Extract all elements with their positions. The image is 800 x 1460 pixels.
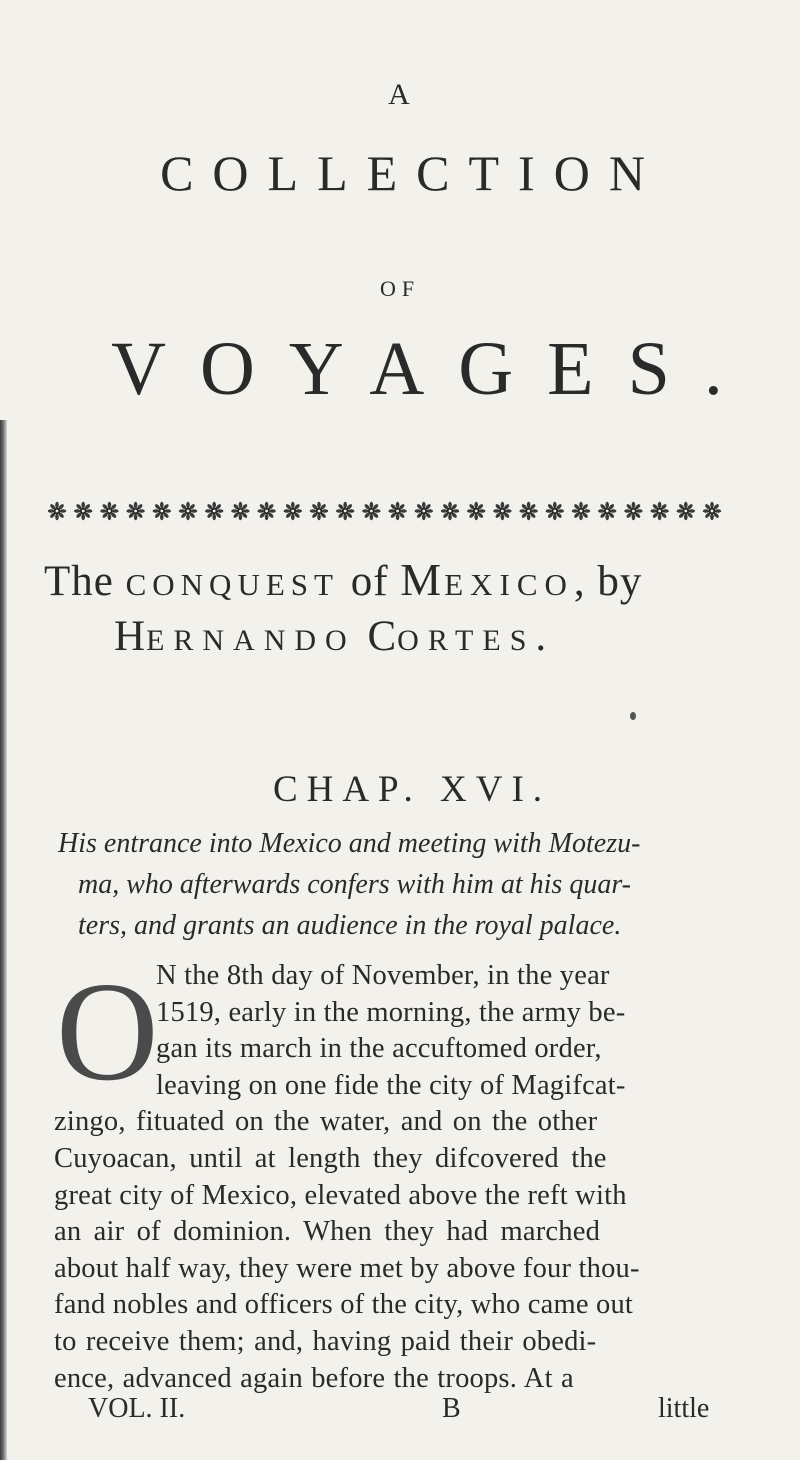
- subtitle-line-2: [114, 612, 547, 661]
- ink-dot: [630, 712, 636, 720]
- ornament-flower-icon: [205, 502, 223, 520]
- subtitle-h: H: [114, 613, 147, 660]
- subtitle-of: of: [338, 558, 401, 605]
- ornament-flower-icon: [467, 502, 485, 520]
- ornament-flower-icon: [153, 502, 171, 520]
- body-line: leaving on one fide the city of Magifcat-: [156, 1069, 626, 1101]
- ornament-flower-icon: [493, 502, 511, 520]
- floral-ornament-icon: [44, 494, 756, 528]
- ornament-flower-icon: [677, 502, 695, 520]
- page-binding-edge: [0, 420, 7, 1460]
- body-line: an air of dominion. When they had marched: [54, 1216, 601, 1248]
- subtitle-by: , by: [573, 558, 643, 605]
- ornament-flower-icon: [624, 502, 642, 520]
- subtitle-c: C: [355, 613, 398, 660]
- ornament-flower-icon: [441, 502, 459, 520]
- body-line: to receive them; and, having paid their obedi-: [54, 1326, 597, 1357]
- ornament-flower-icon: [74, 502, 92, 520]
- body-line: gan its march in the accuftomed order,: [156, 1033, 602, 1065]
- ornament-flower-icon: [362, 502, 380, 520]
- ornament-flower-icon: [126, 502, 144, 520]
- body-line: zingo, fituated on the water, and on the other: [54, 1106, 598, 1138]
- subtitle-the: The: [44, 558, 126, 605]
- chapter-summary-line: ters, and grants an audience in the royal palace.: [78, 910, 622, 941]
- body-line: 1519, early in the morning, the army be-: [156, 996, 626, 1028]
- subtitle-ernando: ERNANDO: [146, 624, 356, 657]
- ornament-flower-icon: [284, 502, 302, 520]
- ornament-flower-icon: [703, 502, 721, 520]
- ornament-flower-icon: [388, 502, 406, 520]
- subtitle-ortes: ORTES: [397, 624, 536, 657]
- ornament-flower-icon: [519, 502, 537, 520]
- title-article: A: [388, 78, 412, 111]
- ornament-flower-icon: [546, 502, 564, 520]
- body-line: Cuyoacan, until at length they difcovered the: [54, 1143, 607, 1174]
- subtitle-period: .: [535, 613, 548, 660]
- ornament-flower-icon: [48, 502, 66, 520]
- ornament-flower-icon: [310, 502, 328, 520]
- ornament-flower-icon: [100, 502, 118, 520]
- body-line: about half way, they were met by above four thou-: [54, 1252, 640, 1284]
- body-line: fand nobles and officers of the city, who came out: [54, 1289, 634, 1321]
- drop-cap: O: [56, 952, 159, 1110]
- ornament-flower-icon: [572, 502, 590, 520]
- chapter-heading: CHAP. XVI.: [272, 769, 552, 810]
- footer-volume: VOL. II.: [88, 1393, 186, 1424]
- ornament-flower-icon: [598, 502, 616, 520]
- chapter-summary-line: ma, who afterwards confers with him at his quar-: [78, 869, 631, 900]
- footer-catchword: little: [658, 1393, 710, 1424]
- body-line: ence, advanced again before the troops. At a: [54, 1362, 574, 1394]
- ornament-flower-icon: [336, 502, 354, 520]
- body-line: great city of Mexico, elevated above the reft with: [54, 1179, 627, 1211]
- title-collection: COLLECTION: [160, 145, 664, 201]
- title-of: OF: [379, 276, 421, 301]
- footer-signature: B: [442, 1393, 461, 1424]
- ornament-flower-icon: [415, 502, 433, 520]
- title-voyages: VOYAGES.: [111, 327, 757, 411]
- chapter-summary-line: His entrance into Mexico and meeting with Motezu-: [58, 828, 641, 859]
- subtitle-exico: EXICO: [444, 567, 574, 602]
- ornament-flower-icon: [179, 502, 197, 520]
- ornament-flower-icon: [257, 502, 275, 520]
- subtitle-m: M: [400, 554, 445, 605]
- subtitle-line-1: [44, 553, 642, 606]
- body-line: N the 8th day of November, in the year: [156, 960, 610, 991]
- subtitle-conquest: CONQUEST: [125, 567, 339, 602]
- ornament-flower-icon: [650, 502, 668, 520]
- ornament-flower-icon: [231, 502, 249, 520]
